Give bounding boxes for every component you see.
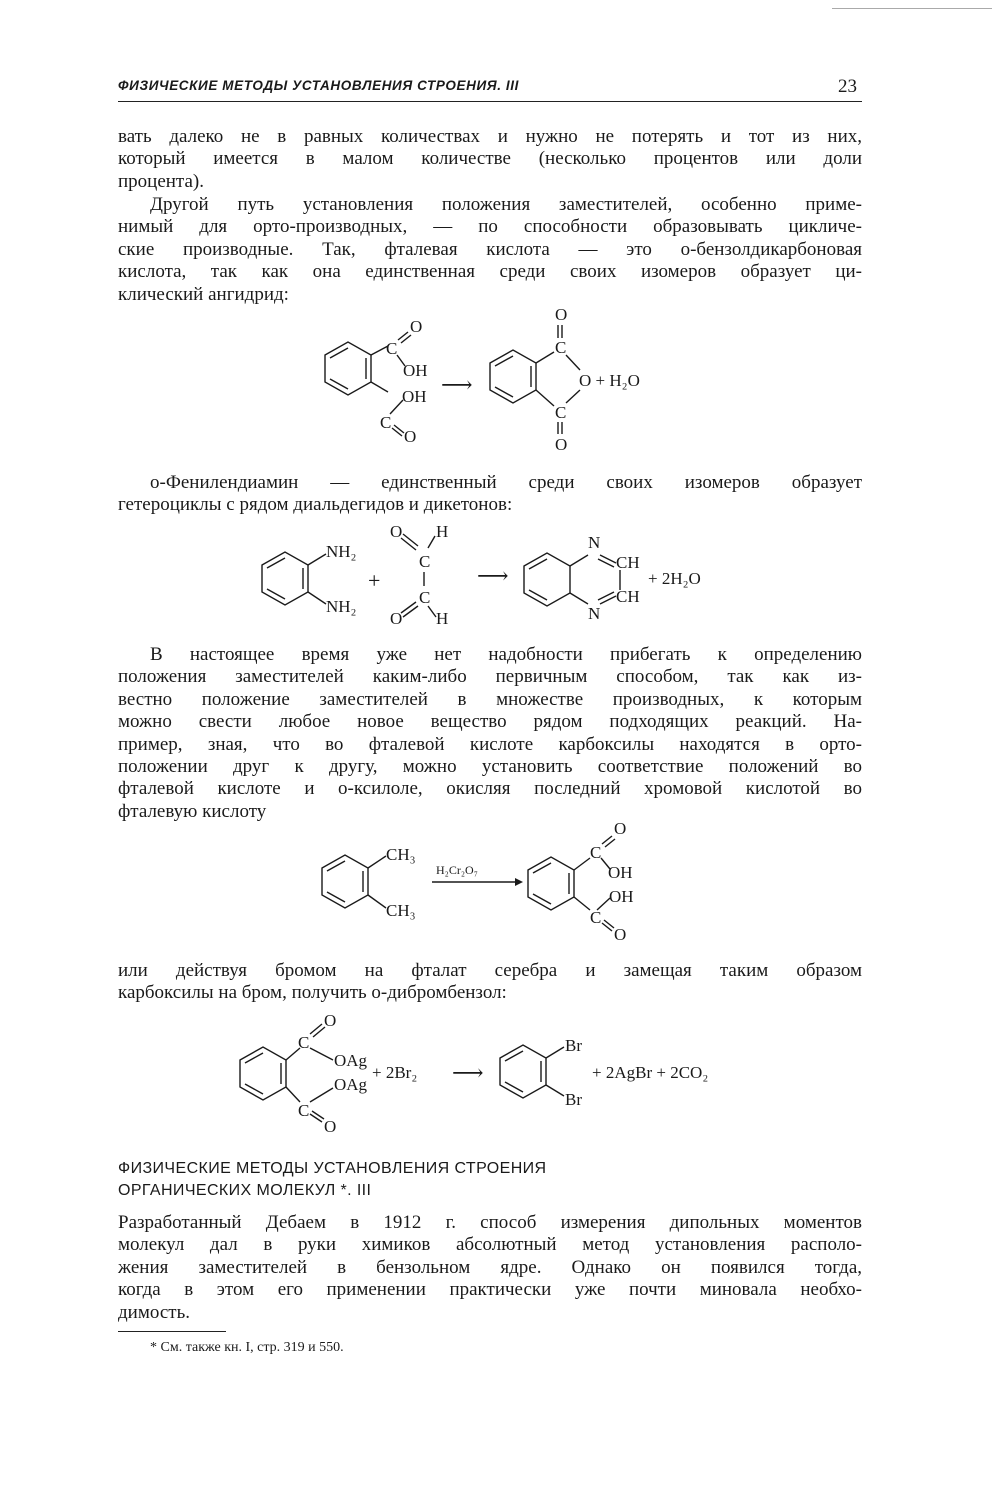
section-title-line: ОРГАНИЧЕСКИХ МОЛЕКУЛ *. III bbox=[118, 1182, 372, 1199]
text-line: или действуя бромом на фталат серебра и замещая таким образом bbox=[118, 960, 862, 981]
reaction-arrow: ⟶ bbox=[441, 372, 473, 397]
hydroxyl-label: OH bbox=[609, 887, 634, 906]
carbon-label: C bbox=[386, 339, 398, 358]
oxygen-label: O bbox=[555, 305, 568, 324]
amino-label: NH₂ bbox=[326, 597, 357, 616]
hydrogen-label: H bbox=[436, 609, 449, 628]
paragraph-1 bbox=[118, 126, 862, 193]
running-title: ФИЗИЧЕСКИЕ МЕТОДЫ УСТАНОВЛЕНИЯ СТРОЕНИЯ. III bbox=[118, 78, 519, 93]
footnote: * См. также кн. I, стр. 319 и 550. bbox=[150, 1340, 344, 1355]
text-line: вестно положение заместителей в множестве производных, к которым bbox=[118, 688, 862, 710]
paragraph-4 bbox=[118, 644, 862, 823]
ring-oxygen-water-label: O + H₂O bbox=[579, 371, 640, 390]
reaction-arrow: ⟶ bbox=[477, 563, 509, 588]
text-line: фталевой кислоте и о-ксилоле, окисляя последний хромовой кислотой во bbox=[118, 778, 862, 800]
oxygen-label: O bbox=[324, 1117, 337, 1136]
text-line: положения заместителей каким-либо первичным способом, так как из- bbox=[118, 666, 862, 688]
text-line: Другой путь установления положения заместителей, особенно приме- bbox=[150, 194, 862, 215]
text-line: можно свести любое новое вещество рядом подходящих реакций. На- bbox=[118, 711, 862, 733]
text-line: карбоксилы на бром, получить о-дибромбензол: bbox=[118, 982, 507, 1004]
section-heading bbox=[118, 1158, 547, 1202]
page-number: 23 bbox=[838, 76, 857, 97]
header-rule bbox=[118, 101, 862, 102]
hydroxyl-label: OH bbox=[403, 361, 428, 380]
paragraph-5 bbox=[118, 960, 862, 1005]
plus-sign: + bbox=[368, 568, 381, 593]
footnote-rule bbox=[118, 1331, 226, 1332]
silver-carboxylate-label: OAg bbox=[334, 1075, 368, 1094]
paragraph-2 bbox=[118, 194, 862, 306]
bromine-label: Br bbox=[565, 1036, 582, 1055]
text-line: который имеется в малом количестве (несколько процентов или доли bbox=[118, 148, 862, 170]
oxygen-label: O bbox=[614, 819, 627, 838]
text-line: процента). bbox=[118, 170, 204, 192]
oxygen-label: O bbox=[324, 1011, 337, 1030]
methyl-label: CH₃ bbox=[386, 845, 416, 864]
oxygen-label: O bbox=[410, 317, 423, 336]
oxygen-label: O bbox=[555, 435, 568, 450]
text-line: В настоящее время уже нет надобности прибегать к определению bbox=[150, 644, 862, 665]
text-line: фталевую кислоту bbox=[118, 800, 267, 822]
products-label: + 2AgBr + 2CO₂ bbox=[592, 1063, 709, 1082]
carbon-label: C bbox=[590, 843, 602, 862]
text-line: молекул дал в руки химиков абсолютный метод установления располо- bbox=[118, 1234, 862, 1256]
carbon-label: C bbox=[298, 1101, 310, 1120]
text-line: пример, зная, что во фталевой кислоте карбоксилы находятся в орто- bbox=[118, 733, 862, 755]
methyl-label: CH₃ bbox=[386, 901, 416, 920]
reagent-label: H₂Cr₂O₇ bbox=[436, 863, 478, 877]
hydroxyl-label: OH bbox=[608, 863, 633, 882]
water-product-label: + 2H₂O bbox=[648, 569, 701, 588]
amino-label: NH₂ bbox=[326, 542, 357, 561]
text-line: нимый для орто-производных, — по способности образовывать цикличе- bbox=[118, 216, 862, 238]
oxidation-scheme bbox=[310, 818, 670, 948]
benzene-ring-silver-phthalate bbox=[240, 1047, 286, 1100]
text-line: когда в этом его применении практически уже почти миновала необхо- bbox=[118, 1279, 862, 1301]
carbon-label: C bbox=[555, 403, 567, 422]
reagent-label: + 2Br₂ bbox=[372, 1063, 418, 1082]
nitrogen-label: N bbox=[588, 533, 601, 552]
hydrogen-label: H bbox=[436, 522, 449, 541]
quinoxaline-scheme bbox=[250, 520, 730, 635]
oxygen-label: O bbox=[390, 522, 403, 541]
oxygen-label: O bbox=[614, 925, 627, 944]
anhydride-scheme bbox=[280, 300, 700, 450]
benzene-ring-phthalic-acid bbox=[528, 857, 574, 910]
hydroxyl-label: OH bbox=[402, 387, 427, 406]
methine-label: CH bbox=[616, 587, 640, 606]
quinoxaline-rings bbox=[524, 553, 620, 606]
benzene-ring-anhydride bbox=[490, 350, 536, 403]
text-line: Разработанный Дебаем в 1912 г. способ измерения дипольных моментов bbox=[118, 1212, 862, 1233]
carbon-label: C bbox=[590, 908, 602, 927]
text-line: ские производные. Так, фталевая кислота — это о-бензолдикарбоновая bbox=[118, 238, 862, 260]
reaction-arrow: ⟶ bbox=[452, 1060, 484, 1085]
text-line: положении друг к другу, можно установить соответствие положений во bbox=[118, 756, 862, 778]
carbon-label: C bbox=[298, 1033, 310, 1052]
benzene-ring-phthalic-acid bbox=[325, 342, 371, 395]
carbon-label: C bbox=[555, 338, 567, 357]
silver-carboxylate-label: OAg bbox=[334, 1051, 368, 1070]
scan-edge-line bbox=[832, 8, 992, 9]
paragraph-6 bbox=[118, 1212, 862, 1324]
oxygen-label: O bbox=[390, 609, 403, 628]
bromine-label: Br bbox=[565, 1090, 582, 1109]
carbon-label: C bbox=[419, 552, 431, 571]
benzene-ring-xylene bbox=[322, 855, 368, 908]
benzene-ring-dibromobenzene bbox=[500, 1045, 546, 1098]
text-line: гетероциклы с рядом диальдегидов и дикетонов: bbox=[118, 494, 513, 516]
carbon-label: C bbox=[419, 588, 431, 607]
methine-label: CH bbox=[616, 553, 640, 572]
text-line: жения заместителей в бензольном ядре. Однако он появился тогда, bbox=[118, 1256, 862, 1278]
text-line: вать далеко не в равных количествах и нужно не потерять и тот из них, bbox=[118, 126, 862, 147]
paragraph-3 bbox=[118, 472, 862, 517]
text-line: димость. bbox=[118, 1301, 190, 1323]
bromination-scheme bbox=[230, 1008, 760, 1138]
benzene-ring-diamine bbox=[262, 552, 308, 605]
carbon-label: C bbox=[380, 413, 392, 432]
text-line: кислота, так как она единственная среди своих изомеров образует ци- bbox=[118, 261, 862, 283]
text-line: клический ангидрид: bbox=[118, 283, 289, 305]
text-line: о-Фенилендиамин — единственный среди своих изомеров образует bbox=[150, 472, 862, 493]
nitrogen-label: N bbox=[588, 604, 601, 623]
oxygen-label: O bbox=[404, 427, 417, 446]
section-title-line: ФИЗИЧЕСКИЕ МЕТОДЫ УСТАНОВЛЕНИЯ СТРОЕНИЯ bbox=[118, 1160, 547, 1177]
